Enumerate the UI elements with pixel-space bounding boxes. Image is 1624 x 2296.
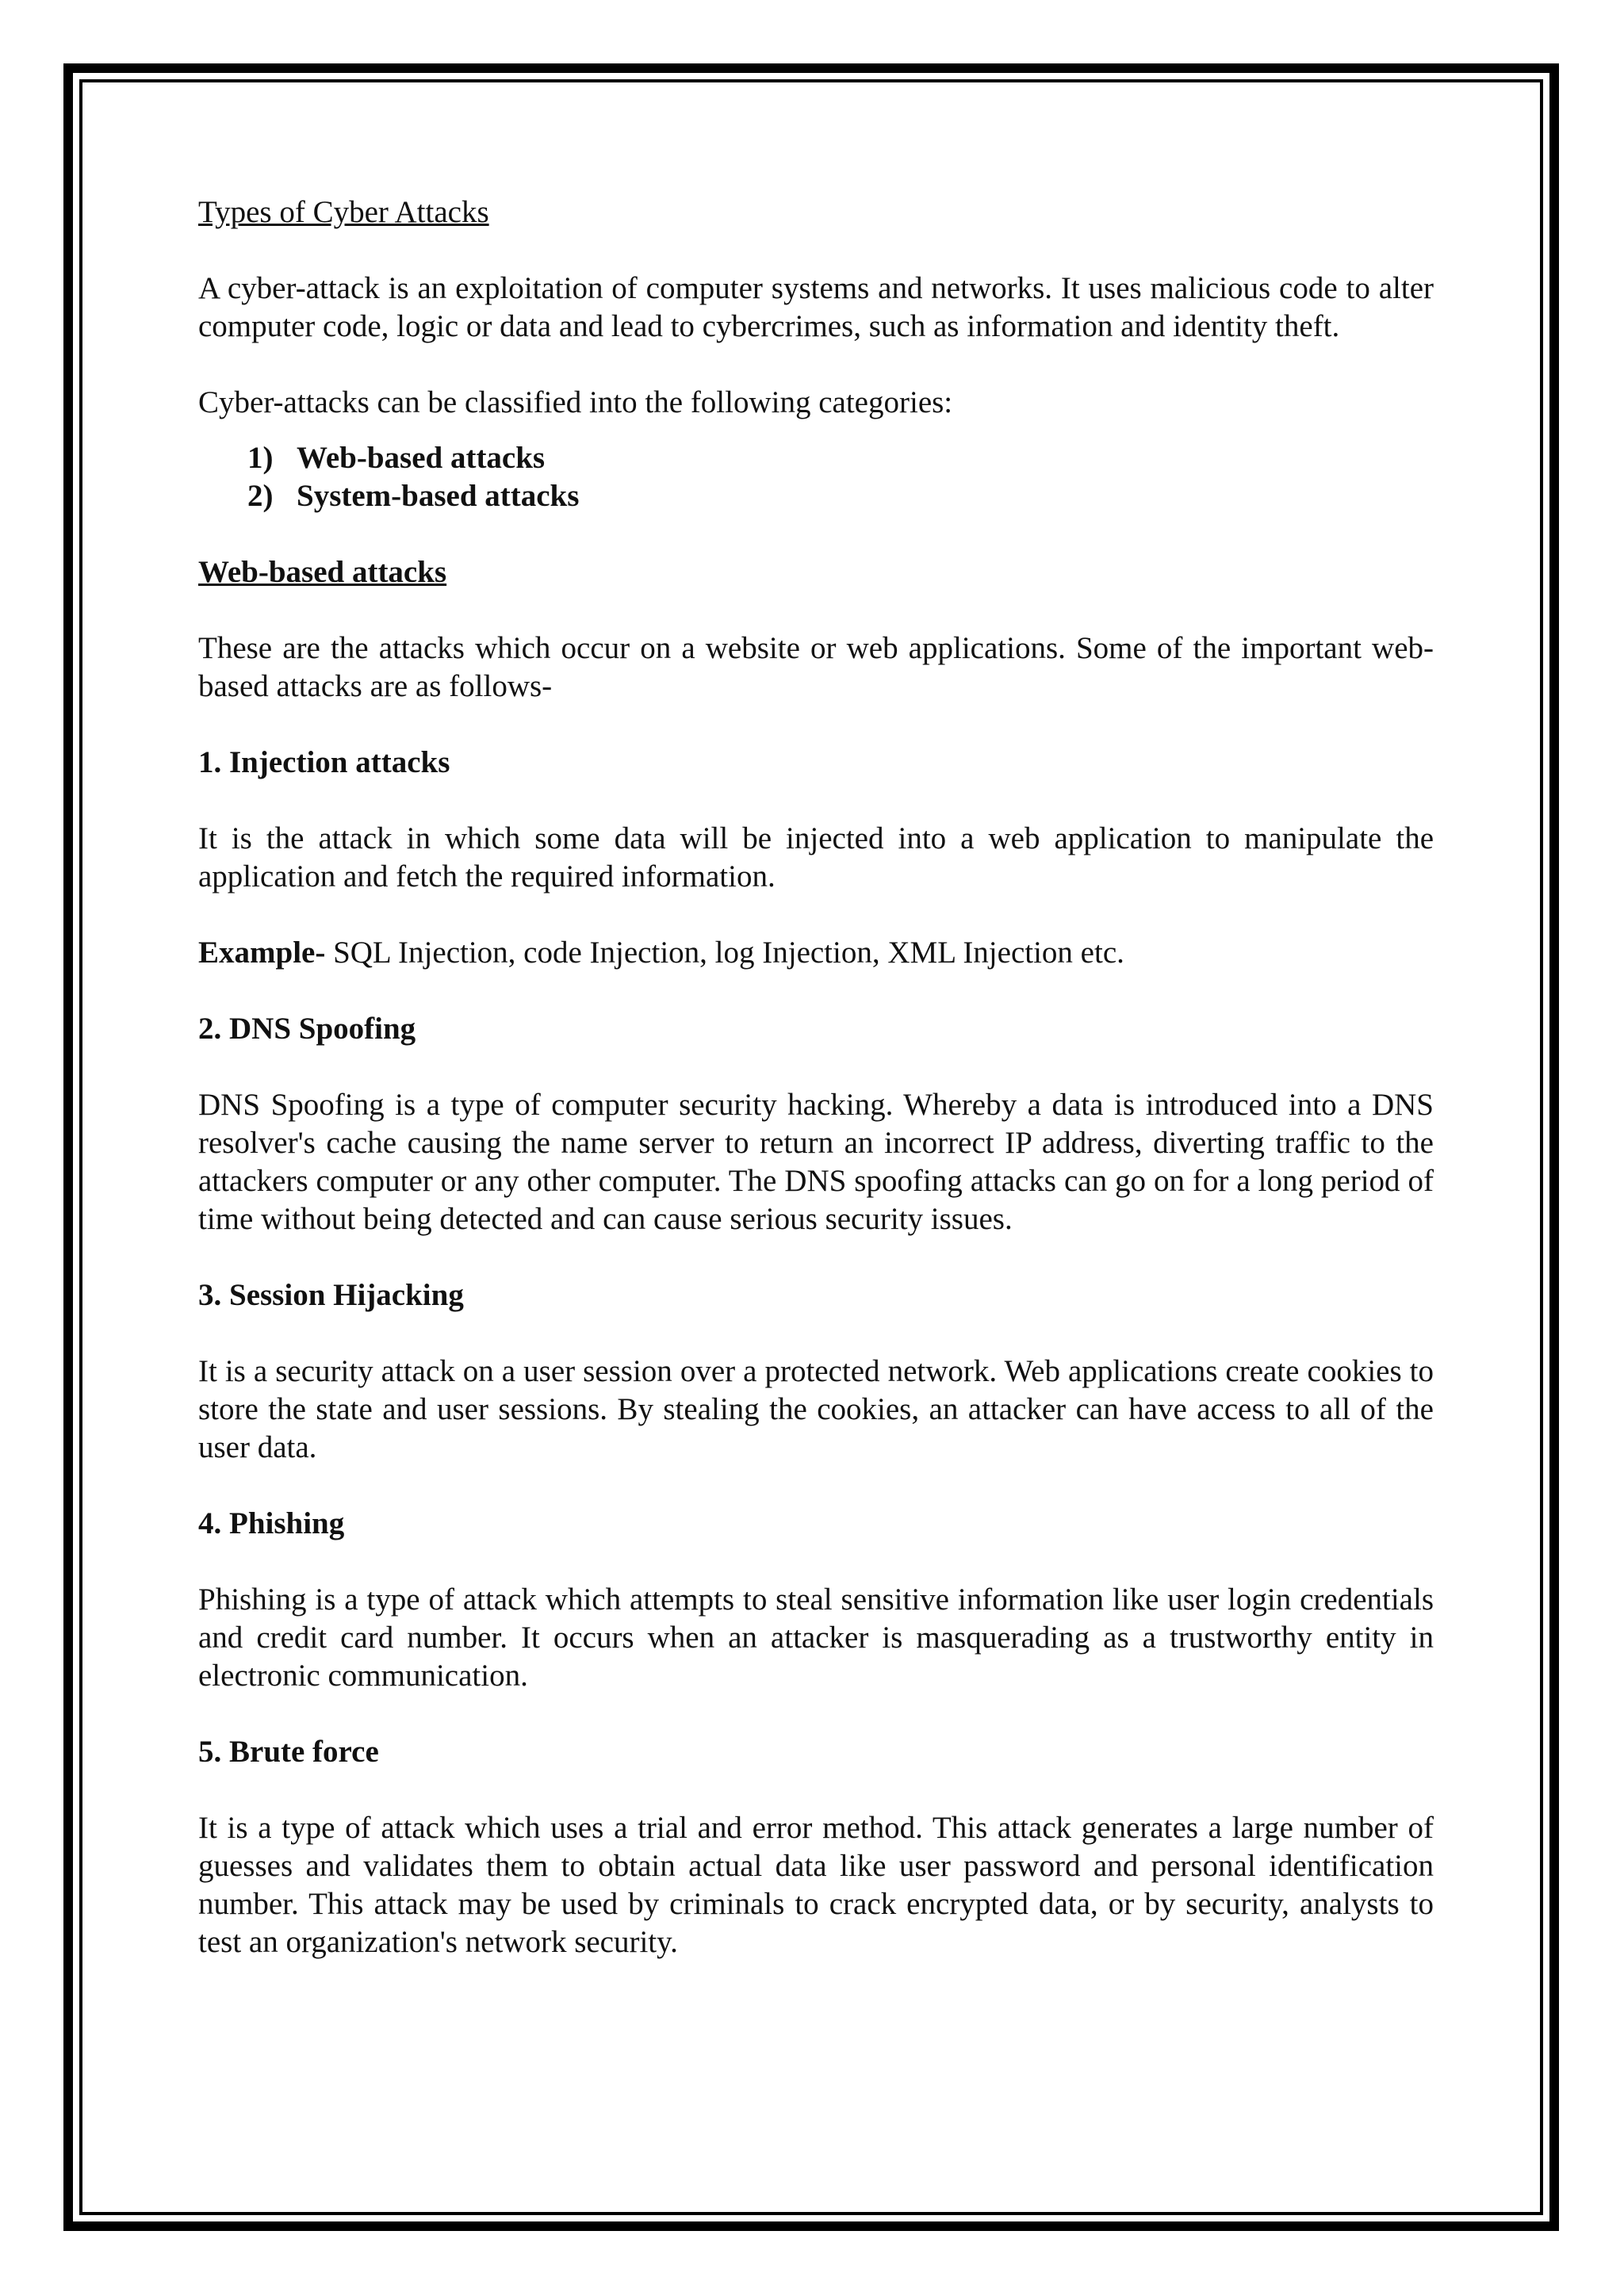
category-item [198,439,1434,477]
category-label: System-based attacks [297,479,580,513]
category-number: 1) [247,441,274,475]
section-heading-web-based: Web-based attacks [198,555,447,589]
document-title: Types of Cyber Attacks [198,195,489,229]
attack-heading-dns-spoofing: 2. DNS Spoofing [198,1012,416,1046]
attack-body-brute-force: It is a type of attack which uses a trial and error method. This attack generates a large number of guesses and validates them to obtain actual data like user password and personal identification number. This attack may be used by criminals to crack encrypted data, or by security, analysts to test an organization's network security. [198,1811,1434,1959]
example-label: Example- [198,936,326,970]
attack-heading-injection: 1. Injection attacks [198,745,450,779]
attack-body-injection: It is the attack in which some data will be injected into a web application to manipulate the application and fetch the required information. [198,821,1434,894]
category-item [198,477,1434,515]
example-text: SQL Injection, code Injection, log Injection, XML Injection etc. [325,936,1124,970]
attack-body-phishing: Phishing is a type of attack which attempts to steal sensitive information like user login credentials and credit card number. It occurs when an attacker is masquerading as a trustworthy entity in electronic communication. [198,1582,1434,1693]
web-section-intro: These are the attacks which occur on a website or web applications. Some of the important web-based attacks are as follows- [198,631,1434,703]
attack-heading-brute-force: 5. Brute force [198,1735,379,1769]
document-body [198,193,1434,1961]
category-list [198,439,1434,515]
attack-heading-phishing: 4. Phishing [198,1506,345,1540]
category-label: Web-based attacks [297,441,546,475]
classification-intro: Cyber-attacks can be classified into the following categories: [198,385,953,419]
attack-body-session-hijacking: It is a security attack on a user session over a protected network. Web applications create cookies to store the state and user sessions. By stealing the cookies, an attacker can have access to all of the user data. [198,1354,1434,1464]
category-number: 2) [247,479,274,513]
attack-heading-session-hijacking: 3. Session Hijacking [198,1278,464,1312]
attack-example-injection [198,934,1434,972]
attack-body-dns-spoofing: DNS Spoofing is a type of computer security hacking. Whereby a data is introduced into a DNS resolver's cache causing the name server to return an incorrect IP address, diverting traffic to the attackers computer or any other computer. The DNS spoofing attacks can go on for a long period of time without being detected and can cause serious security issues. [198,1088,1434,1236]
intro-paragraph: A cyber-attack is an exploitation of computer systems and networks. It uses malicious code to alter computer code, logic or data and lead to cybercrimes, such as information and identity theft. [198,271,1434,343]
